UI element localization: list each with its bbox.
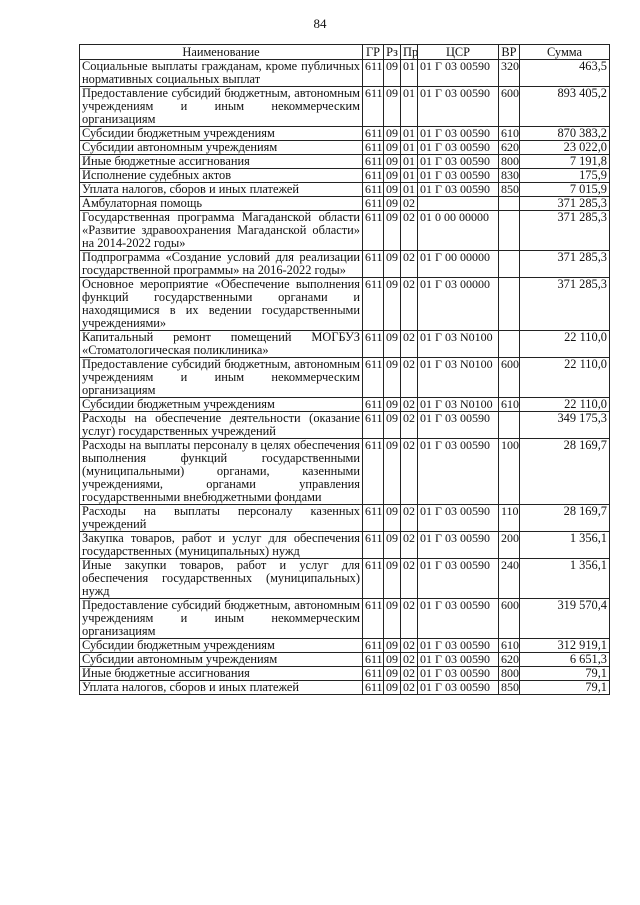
cell-sum: 79,1 [520, 667, 610, 681]
cell-rz: 09 [384, 653, 401, 667]
cell-gr: 611 [363, 439, 384, 505]
cell-gr: 611 [363, 532, 384, 559]
cell-rz: 09 [384, 358, 401, 398]
cell-sum: 371 285,3 [520, 278, 610, 331]
cell-csr: 01 Г 03 00590 [418, 60, 499, 87]
cell-rz: 09 [384, 559, 401, 599]
header-csr: ЦСР [418, 45, 499, 60]
cell-sum: 371 285,3 [520, 197, 610, 211]
cell-sum: 175,9 [520, 169, 610, 183]
cell-vr [499, 412, 520, 439]
cell-name: Расходы на выплаты персоналу казенных учреждений [80, 505, 363, 532]
page-number: 84 [313, 16, 327, 31]
cell-sum: 1 356,1 [520, 532, 610, 559]
table-header-row [80, 45, 610, 60]
cell-csr: 01 Г 03 00590 [418, 653, 499, 667]
cell-csr: 01 Г 03 00590 [418, 169, 499, 183]
cell-rz: 09 [384, 155, 401, 169]
cell-pr: 02 [401, 559, 418, 599]
cell-rz: 09 [384, 141, 401, 155]
cell-sum: 23 022,0 [520, 141, 610, 155]
cell-rz: 09 [384, 211, 401, 251]
cell-csr: 01 Г 03 00590 [418, 141, 499, 155]
table-row [80, 681, 610, 695]
cell-name: Социальные выплаты гражданам, кроме публичных нормативных социальных выплат [80, 60, 363, 87]
cell-name: Амбулаторная помощь [80, 197, 363, 211]
cell-vr: 320 [499, 60, 520, 87]
cell-rz: 09 [384, 412, 401, 439]
cell-vr: 600 [499, 599, 520, 639]
cell-name: Капитальный ремонт помещений МОГБУЗ «Стоматологическая поликлиника» [80, 331, 363, 358]
cell-gr: 611 [363, 559, 384, 599]
cell-rz: 09 [384, 667, 401, 681]
cell-sum: 7 015,9 [520, 183, 610, 197]
cell-pr: 02 [401, 667, 418, 681]
header-gr: ГР [363, 45, 384, 60]
cell-name: Основное мероприятие «Обеспечение выполнения функций государственными органами и находящимися в их ведении государственными учреждениями» [80, 278, 363, 331]
cell-csr: 01 Г 03 00590 [418, 127, 499, 141]
cell-csr: 01 Г 03 00590 [418, 87, 499, 127]
cell-gr: 611 [363, 412, 384, 439]
cell-name: Закупка товаров, работ и услуг для обеспечения государственных (муниципальных) нужд [80, 532, 363, 559]
cell-gr: 611 [363, 127, 384, 141]
cell-csr: 01 Г 03 00590 [418, 412, 499, 439]
cell-csr: 01 Г 03 00590 [418, 559, 499, 599]
cell-pr: 02 [401, 278, 418, 331]
cell-name: Субсидии бюджетным учреждениям [80, 127, 363, 141]
table-row [80, 251, 610, 278]
cell-gr: 611 [363, 251, 384, 278]
cell-pr: 02 [401, 599, 418, 639]
table-row [80, 60, 610, 87]
cell-sum: 6 651,3 [520, 653, 610, 667]
table-row [80, 87, 610, 127]
cell-gr: 611 [363, 653, 384, 667]
cell-pr: 01 [401, 87, 418, 127]
cell-sum: 893 405,2 [520, 87, 610, 127]
cell-pr: 02 [401, 251, 418, 278]
cell-csr [418, 197, 499, 211]
cell-csr: 01 Г 03 00590 [418, 439, 499, 505]
cell-csr: 01 Г 03 00590 [418, 667, 499, 681]
header-pr: Пр [401, 45, 418, 60]
table-row [80, 155, 610, 169]
cell-rz: 09 [384, 169, 401, 183]
cell-csr: 01 Г 03 00000 [418, 278, 499, 331]
cell-rz: 09 [384, 681, 401, 695]
cell-gr: 611 [363, 358, 384, 398]
cell-pr: 02 [401, 639, 418, 653]
cell-vr: 800 [499, 667, 520, 681]
cell-vr [499, 331, 520, 358]
cell-gr: 611 [363, 505, 384, 532]
cell-pr: 02 [401, 439, 418, 505]
cell-pr: 02 [401, 197, 418, 211]
table-row [80, 197, 610, 211]
table-row [80, 169, 610, 183]
cell-gr: 611 [363, 667, 384, 681]
table-body [80, 60, 610, 695]
cell-vr: 850 [499, 681, 520, 695]
cell-vr [499, 211, 520, 251]
table-row [80, 278, 610, 331]
table-row [80, 183, 610, 197]
table-row [80, 211, 610, 251]
cell-name: Субсидии автономным учреждениям [80, 653, 363, 667]
cell-vr: 800 [499, 155, 520, 169]
cell-csr: 01 0 00 00000 [418, 211, 499, 251]
cell-rz: 09 [384, 639, 401, 653]
cell-vr [499, 197, 520, 211]
cell-vr: 830 [499, 169, 520, 183]
cell-vr: 100 [499, 439, 520, 505]
cell-rz: 09 [384, 439, 401, 505]
cell-name: Иные бюджетные ассигнования [80, 155, 363, 169]
cell-gr: 611 [363, 599, 384, 639]
cell-gr: 611 [363, 169, 384, 183]
cell-name: Предоставление субсидий бюджетным, автономным учреждениям и иным некоммерческим организациям [80, 87, 363, 127]
cell-name: Предоставление субсидий бюджетным, автономным учреждениям и иным некоммерческим организациям [80, 599, 363, 639]
cell-rz: 09 [384, 599, 401, 639]
cell-pr: 02 [401, 532, 418, 559]
cell-vr: 610 [499, 639, 520, 653]
header-vr: ВР [499, 45, 520, 60]
cell-pr: 02 [401, 653, 418, 667]
table-row [80, 532, 610, 559]
cell-name: Государственная программа Магаданской области «Развитие здравоохранения Магаданской области» на 2014-2022 годы» [80, 211, 363, 251]
cell-gr: 611 [363, 639, 384, 653]
table-row [80, 559, 610, 599]
cell-rz: 09 [384, 505, 401, 532]
header-name: Наименование [80, 45, 363, 60]
cell-sum: 22 110,0 [520, 331, 610, 358]
cell-rz: 09 [384, 197, 401, 211]
table-row [80, 398, 610, 412]
cell-vr: 620 [499, 141, 520, 155]
table-row [80, 331, 610, 358]
cell-pr: 02 [401, 331, 418, 358]
cell-rz: 09 [384, 127, 401, 141]
cell-gr: 611 [363, 278, 384, 331]
cell-vr: 240 [499, 559, 520, 599]
cell-pr: 02 [401, 412, 418, 439]
cell-name: Субсидии автономным учреждениям [80, 141, 363, 155]
cell-rz: 09 [384, 183, 401, 197]
cell-csr: 01 Г 03 N0100 [418, 331, 499, 358]
cell-csr: 01 Г 03 00590 [418, 532, 499, 559]
cell-rz: 09 [384, 251, 401, 278]
cell-name: Субсидии бюджетным учреждениям [80, 639, 363, 653]
cell-pr: 01 [401, 155, 418, 169]
cell-name: Подпрограмма «Создание условий для реализации государственной программы» на 2016-2022 годы» [80, 251, 363, 278]
cell-gr: 611 [363, 60, 384, 87]
cell-csr: 01 Г 03 00590 [418, 599, 499, 639]
cell-sum: 870 383,2 [520, 127, 610, 141]
cell-csr: 01 Г 03 00590 [418, 183, 499, 197]
cell-gr: 611 [363, 87, 384, 127]
cell-pr: 02 [401, 505, 418, 532]
cell-pr: 01 [401, 141, 418, 155]
cell-rz: 09 [384, 60, 401, 87]
cell-rz: 09 [384, 532, 401, 559]
cell-sum: 79,1 [520, 681, 610, 695]
cell-vr: 620 [499, 653, 520, 667]
header-sum: Сумма [520, 45, 610, 60]
cell-csr: 01 Г 03 00590 [418, 681, 499, 695]
table-row [80, 127, 610, 141]
cell-name: Исполнение судебных актов [80, 169, 363, 183]
table-row [80, 439, 610, 505]
cell-rz: 09 [384, 331, 401, 358]
cell-pr: 01 [401, 60, 418, 87]
cell-sum: 7 191,8 [520, 155, 610, 169]
cell-pr: 02 [401, 358, 418, 398]
cell-vr [499, 251, 520, 278]
table-row [80, 141, 610, 155]
cell-name: Иные бюджетные ассигнования [80, 667, 363, 681]
cell-pr: 02 [401, 211, 418, 251]
cell-vr: 600 [499, 358, 520, 398]
table-row [80, 599, 610, 639]
cell-csr: 01 Г 03 00590 [418, 155, 499, 169]
cell-vr [499, 278, 520, 331]
cell-pr: 01 [401, 183, 418, 197]
cell-pr: 01 [401, 169, 418, 183]
cell-vr: 600 [499, 87, 520, 127]
table-row [80, 505, 610, 532]
cell-name: Расходы на обеспечение деятельности (оказание услуг) государственных учреждений [80, 412, 363, 439]
cell-csr: 01 Г 03 N0100 [418, 398, 499, 412]
table-row [80, 667, 610, 681]
table-row [80, 412, 610, 439]
cell-sum: 319 570,4 [520, 599, 610, 639]
cell-csr: 01 Г 00 00000 [418, 251, 499, 278]
cell-gr: 611 [363, 183, 384, 197]
table-row [80, 639, 610, 653]
table-row [80, 358, 610, 398]
cell-pr: 02 [401, 398, 418, 412]
cell-vr: 200 [499, 532, 520, 559]
cell-sum: 22 110,0 [520, 358, 610, 398]
cell-name: Субсидии бюджетным учреждениям [80, 398, 363, 412]
cell-gr: 611 [363, 155, 384, 169]
cell-rz: 09 [384, 278, 401, 331]
budget-table [79, 44, 610, 695]
cell-name: Расходы на выплаты персоналу в целях обеспечения выполнения функций государственными (муниципальными) органами, казенными учреждениями, органами управления государственными внебюджетными фондами [80, 439, 363, 505]
cell-sum: 371 285,3 [520, 251, 610, 278]
cell-csr: 01 Г 03 N0100 [418, 358, 499, 398]
cell-csr: 01 Г 03 00590 [418, 505, 499, 532]
cell-gr: 611 [363, 331, 384, 358]
cell-sum: 28 169,7 [520, 505, 610, 532]
cell-vr: 610 [499, 398, 520, 412]
cell-rz: 09 [384, 398, 401, 412]
header-rz: Рз [384, 45, 401, 60]
cell-gr: 611 [363, 197, 384, 211]
cell-gr: 611 [363, 141, 384, 155]
cell-name: Иные закупки товаров, работ и услуг для обеспечения государственных (муниципальных) нужд [80, 559, 363, 599]
cell-gr: 611 [363, 211, 384, 251]
cell-gr: 611 [363, 681, 384, 695]
table-row [80, 653, 610, 667]
cell-rz: 09 [384, 87, 401, 127]
cell-sum: 349 175,3 [520, 412, 610, 439]
cell-name: Предоставление субсидий бюджетным, автономным учреждениям и иным некоммерческим организациям [80, 358, 363, 398]
cell-name: Уплата налогов, сборов и иных платежей [80, 183, 363, 197]
cell-gr: 611 [363, 398, 384, 412]
cell-sum: 1 356,1 [520, 559, 610, 599]
cell-pr: 02 [401, 681, 418, 695]
cell-sum: 22 110,0 [520, 398, 610, 412]
cell-name: Уплата налогов, сборов и иных платежей [80, 681, 363, 695]
cell-pr: 01 [401, 127, 418, 141]
cell-sum: 371 285,3 [520, 211, 610, 251]
cell-sum: 312 919,1 [520, 639, 610, 653]
cell-vr: 110 [499, 505, 520, 532]
cell-csr: 01 Г 03 00590 [418, 639, 499, 653]
cell-vr: 610 [499, 127, 520, 141]
cell-sum: 28 169,7 [520, 439, 610, 505]
cell-vr: 850 [499, 183, 520, 197]
cell-sum: 463,5 [520, 60, 610, 87]
